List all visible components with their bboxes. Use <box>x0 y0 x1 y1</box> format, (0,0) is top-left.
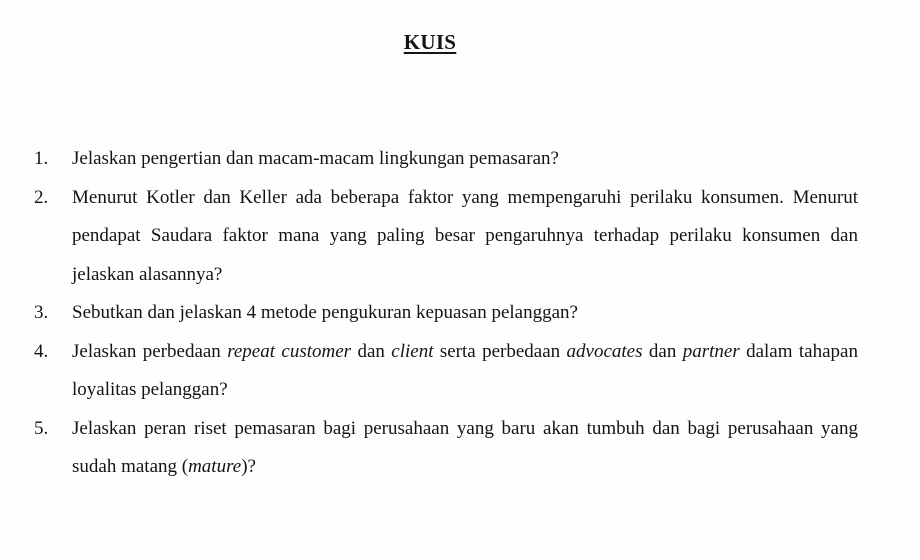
question-item <box>34 294 858 333</box>
question-list <box>34 140 858 487</box>
italic-term: repeat customer <box>227 340 352 362</box>
italic-term: mature <box>188 456 242 477</box>
italic-term: client <box>391 340 434 362</box>
question-item <box>34 140 858 179</box>
question-text-segment: Jelaskan pengertian dan macam-macam lingkungan pemasaran? <box>72 148 559 169</box>
italic-term: partner <box>682 340 740 362</box>
question-text-segment: Menurut Kotler dan Keller ada beberapa faktor yang mempengaruhi perilaku konsumen. Menurut pendapat Saudara faktor mana yang paling besar pengaruhnya terhadap perilaku konsumen dan jelaskan alasannya? <box>72 186 858 285</box>
question-text-segment: Sebutkan dan jelaskan 4 metode pengukuran kepuasan pelanggan? <box>72 302 578 323</box>
question-item <box>34 410 858 487</box>
question-text-segment: Jelaskan peran riset pemasaran bagi perusahaan yang baru akan tumbuh dan bagi perusahaan yang sudah matang ( <box>72 417 858 477</box>
question-text <box>72 333 858 410</box>
question-number: 3. <box>34 302 49 323</box>
document-title: KUIS <box>403 30 457 54</box>
question-item <box>34 179 858 295</box>
question-text <box>72 410 858 487</box>
question-text-segment: dan <box>642 340 683 362</box>
question-text-segment: serta perbedaan <box>433 340 567 362</box>
question-number: 2. <box>34 186 49 208</box>
question-text-segment: dalam tahapan loyalitas pelanggan? <box>72 340 858 400</box>
question-text-segment: dan <box>351 340 392 362</box>
question-text-segment: Jelaskan perbedaan <box>72 340 228 362</box>
question-number: 1. <box>34 148 49 169</box>
question-item <box>34 333 858 410</box>
question-text <box>72 140 858 179</box>
question-number: 4. <box>34 340 49 362</box>
question-text <box>72 294 858 333</box>
question-text <box>72 179 858 295</box>
question-number: 5. <box>34 417 49 439</box>
italic-term: advocates <box>566 340 643 362</box>
question-text-segment: )? <box>241 456 256 477</box>
